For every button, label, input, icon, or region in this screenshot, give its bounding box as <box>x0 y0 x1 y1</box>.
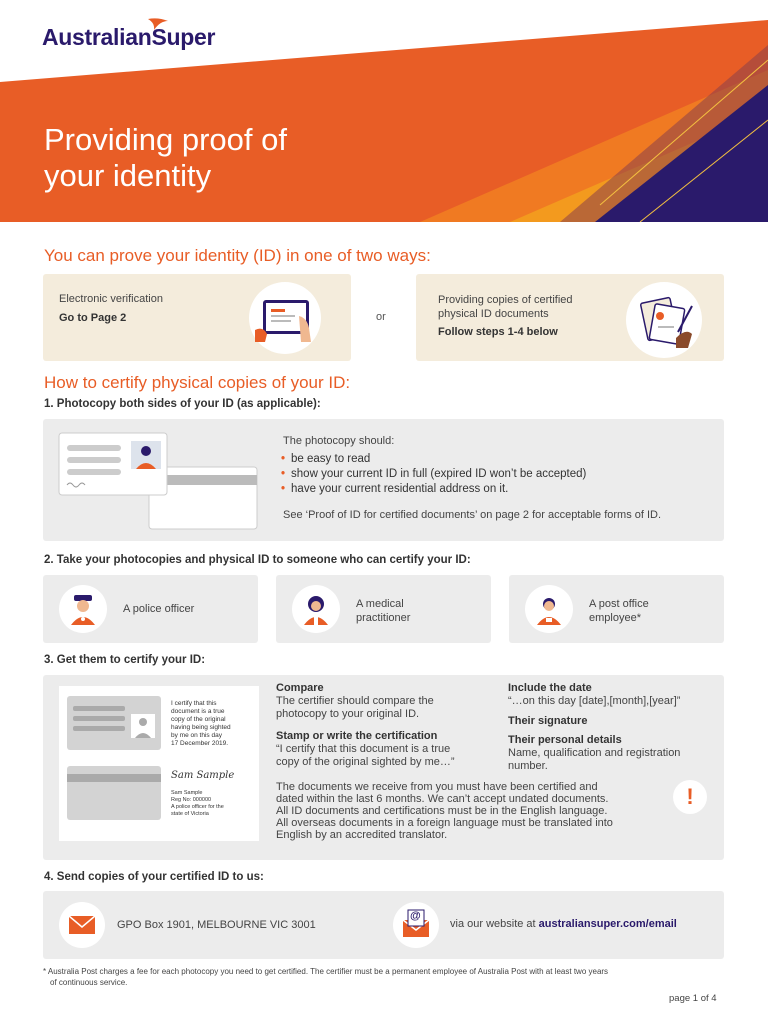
email-link[interactable]: australiansuper.com/email <box>538 918 677 930</box>
post-office-employee-icon <box>525 585 573 633</box>
brand-logo: AustralianSuper <box>42 24 216 50</box>
list-item: • show your current ID in full (expired ID won’t be accepted) <box>281 468 587 480</box>
or-label: or <box>376 311 386 323</box>
step3-panel <box>43 675 724 860</box>
step1-title: 1. Photocopy both sides of your ID (as applicable): <box>44 398 321 410</box>
id-card-illustration <box>57 431 287 535</box>
signature: Sam Sample <box>171 770 235 781</box>
step4-title: 4. Send copies of your certified ID to us: <box>44 871 264 883</box>
certifier-police: A police officer <box>43 575 258 643</box>
photocopy-requirements <box>281 453 711 498</box>
intro-heading: You can prove your identity (ID) in one of two ways: <box>44 246 431 265</box>
documents-icon <box>626 282 702 358</box>
date-block: Include the date “…on this day [date],[month],[year]” <box>508 682 681 707</box>
warning-icon: ! <box>673 780 707 814</box>
logo-swoosh-icon <box>146 16 170 32</box>
certify-heading: How to certify physical copies of your ID: <box>44 373 351 392</box>
email-icon: @ <box>393 902 439 948</box>
footnote: * Australia Post charges a fee for each photocopy you need to get certified. The certifier must be a permanent employee of Australia Post with at least two years of continuous service. <box>43 967 609 987</box>
page-number: page 1 of 4 <box>669 993 717 1004</box>
id-card-back-icon <box>67 766 163 822</box>
page-title: Providing proof of your identity <box>44 122 287 193</box>
tablet-icon <box>249 282 321 354</box>
step3-title: 3. Get them to certify your ID: <box>44 654 206 666</box>
step1-panel: The photocopy should: • be easy to read • show your current ID in full (expired ID won’t be accepted) • have your current residential address on it. See ‘Proof of ID for certified documents’ on page 2 for acceptable forms of ID. <box>43 419 724 541</box>
step2-title: 2. Take your photocopies and physical ID to someone who can certify your ID: <box>44 554 471 566</box>
list-item: • be easy to read <box>281 453 371 465</box>
mail-envelope-icon <box>59 902 105 948</box>
signer-details: Sam Sample Reg No: 000000 A police officer for the state of Victoria <box>171 790 224 817</box>
certification-text: I certify that this document is a true copy of the original having being sighted by me on this day 17 December 2019. <box>171 700 231 747</box>
list-item: • have your current residential address on it. <box>281 483 509 495</box>
police-officer-icon <box>59 585 107 633</box>
stamp-block: Stamp or write the certification “I certify that this document is a true copy of the original sighted by me…” <box>276 730 455 768</box>
step4-panel <box>43 891 724 959</box>
option-electronic-card: Electronic verification Go to Page 2 <box>43 274 351 361</box>
doctor-icon <box>292 585 340 633</box>
certifier-post-office: A post office employee* <box>509 575 724 643</box>
signature-block: Their signature <box>508 715 588 727</box>
certification-warning: The documents we receive from you must have been certified and dated within the last 6 months. We can’t accept undated documents. All ID documents and certifications must be in the English language. All overseas documents in a foreign language must be translated into English by an accredited translator. <box>276 781 613 841</box>
web-submission: via our website at australiansuper.com/email <box>450 918 677 930</box>
details-block: Their personal details Name, qualification and registration number. <box>508 734 681 772</box>
postal-address: GPO Box 1901, MELBOURNE VIC 3001 <box>117 919 316 931</box>
id-card-front-icon <box>67 696 163 752</box>
certifier-medical: A medical practitioner <box>276 575 491 643</box>
certified-copy-illustration <box>59 686 259 841</box>
compare-block: Compare The certifier should compare the photocopy to your original ID. <box>276 682 434 720</box>
option-physical-card: Providing copies of certified physical ID documents Follow steps 1-4 below <box>416 274 724 361</box>
